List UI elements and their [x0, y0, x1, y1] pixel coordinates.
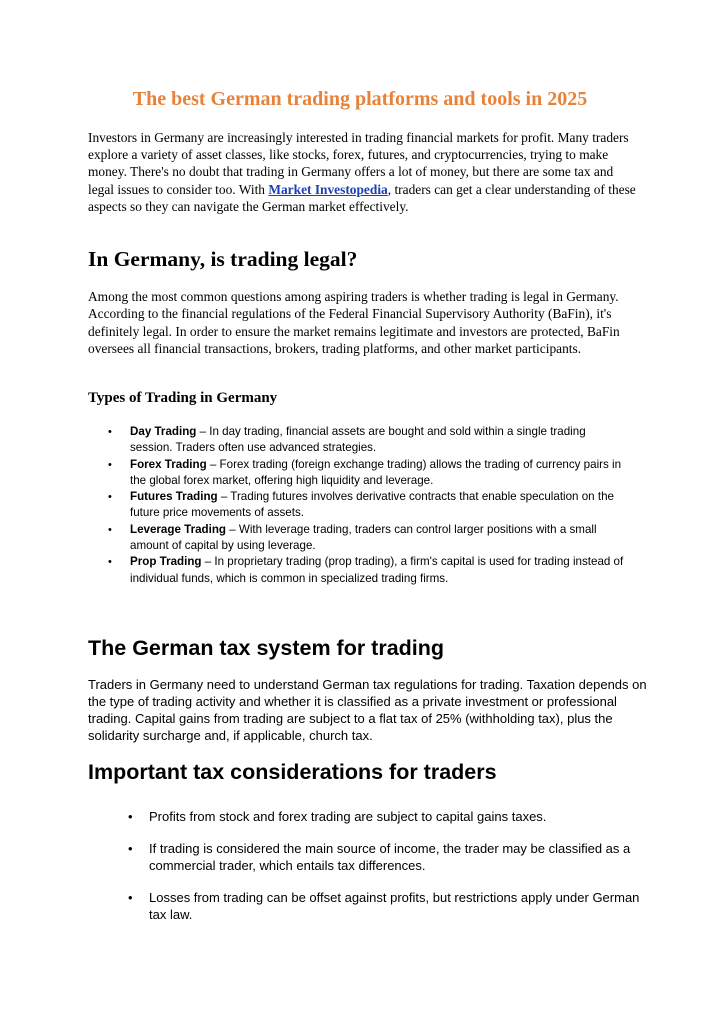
list-item: [108, 457, 628, 490]
list-item-desc: – Forex trading (foreign exchange trading) allows the trading of currency pairs in the global forex market, offering high liquidity and leverage.: [130, 457, 622, 487]
types-list: [108, 424, 628, 587]
list-item-term: Leverage Trading: [130, 522, 227, 536]
legal-paragraph: Among the most common questions among aspiring traders is whether trading is legal in Germany. According to the financial regulations of the Federal Financial Supervisory Authority (BaFin), it's definitely legal. In order to ensure the market remains legitimate and investors are protected, BaFin oversees all financial transactions, brokers, trading platforms, and other market participants.: [88, 289, 620, 356]
types-heading: Types of Trading in Germany: [88, 390, 278, 406]
intro-text-after: , traders can get a clear understanding of these aspects so they can navigate the German market effectively.: [88, 181, 636, 214]
intro-text-before: Investors in Germany are increasingly interested in trading financial markets for profit. Many traders explore a variety of asset classes, like stocks, forex, futures, and cryptocurrencies, trying to make money. There's no doubt that trading in Germany offers a lot of money, but there are some tax and legal issues to consider too. With: [88, 130, 629, 197]
list-item: [128, 808, 648, 825]
list-item: [108, 489, 628, 522]
intro-paragraph: [88, 129, 640, 215]
list-item: [108, 522, 628, 555]
list-item: [128, 889, 648, 923]
list-item-desc: – Trading futures involves derivative contracts that enable speculation on the future price movements of assets.: [130, 490, 614, 520]
considerations-heading: Important tax considerations for traders: [88, 760, 497, 784]
market-investopedia-link[interactable]: Market Investopedia: [268, 181, 388, 197]
bullet-icon: •: [108, 523, 112, 536]
considerations-list: [128, 808, 648, 938]
tax-heading: The German tax system for trading: [88, 636, 445, 660]
bullet-icon: •: [128, 841, 133, 856]
bullet-icon: •: [108, 458, 112, 471]
bullet-icon: •: [108, 426, 112, 438]
list-item-term: Day Trading: [130, 425, 197, 438]
list-item-text: Losses from trading can be offset against profits, but restrictions apply under German tax law.: [149, 890, 640, 922]
list-item-text: If trading is considered the main source of income, the trader may be classified as a commercial trader, which entails tax differences.: [149, 841, 631, 873]
list-item-term: Prop Trading: [130, 555, 202, 569]
list-item: [108, 554, 628, 587]
bullet-icon: •: [128, 890, 133, 905]
list-item-term: Forex Trading: [130, 457, 207, 471]
bullet-icon: •: [108, 491, 112, 504]
page-title: The best German trading platforms and tools in 2025: [132, 88, 588, 110]
list-item: [108, 424, 628, 457]
bullet-icon: •: [128, 809, 133, 824]
list-item: [128, 840, 648, 874]
list-item-desc: – In proprietary trading (prop trading), a firm's capital is used for trading instead of individual funds, which is common in specialized trading firms.: [130, 555, 624, 585]
list-item-desc: – In day trading, financial assets are bought and sold within a single trading session. Traders often use advanced strategies.: [130, 425, 586, 455]
list-item-term: Futures Trading: [130, 490, 218, 504]
bullet-icon: •: [108, 556, 112, 569]
tax-paragraph: Traders in Germany need to understand German tax regulations for trading. Taxation depends on the type of trading activity and whether it is classified as a private investment or professional trading. Capital gains from trading are subject to a flat tax of 25% (withholding tax), plus the solidarity surcharge and, if applicable, church tax.: [88, 677, 647, 743]
list-item-desc: – With leverage trading, traders can control larger positions with a small amount of capital by using leverage.: [130, 522, 597, 553]
list-item-text: Profits from stock and forex trading are subject to capital gains taxes.: [149, 809, 547, 824]
legal-heading: In Germany, is trading legal?: [88, 247, 358, 271]
